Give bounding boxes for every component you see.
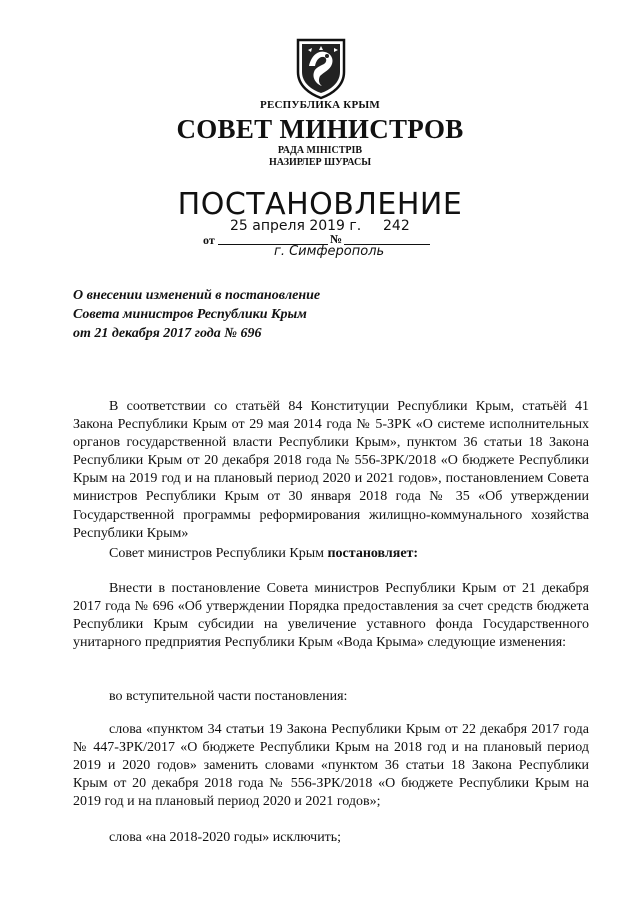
body-paragraph: [73, 721, 589, 811]
subject-line: от 21 декабря 2017 года № 696: [73, 326, 262, 341]
number-prefix: №: [330, 232, 343, 246]
paragraph-text: Внести в постановление Совета министров Республики Крым от 21 декабря 2017 года № 696 «Об утверждении Порядка предоставления за счет средств бюджета Республики Крым субсидии на увеличение уставного фонда Государственного унитарного предприятия Республики Крым «Вода Крыма» следующие изменения:: [73, 581, 589, 651]
resolution-title: ПОСТАНОВЛЕНИЕ: [177, 187, 463, 222]
paragraph-text: В соответствии со статьёй 84 Конституции Республики Крым, статьёй 41 Закона Республики Крым от 29 мая 2014 года № 5-ЗРК «О системе исполнительных органов государственной власти Республики Крым», пунктом 36 статьи 18 Закона Республики Крым от 20 декабря 2018 года № 556-ЗРК/2018 «О бюджете Республики Крым на 2019 год и на плановый период 2020 и 2021 годов», постановлением Совета министров Республики Крым от 30 января 2018 года № 35 «Об утверждении Государственной программы реформирования жилищно-коммунального хозяйства Республики Крым»: [73, 399, 589, 541]
body-paragraph: [73, 545, 589, 563]
resolution-date: 25 апреля 2019 г.: [230, 218, 362, 234]
body-paragraph: [73, 688, 589, 706]
council-title-ukrainian: РАДА МІНІСТРІВ: [277, 145, 363, 156]
resolves-word: постановляет:: [327, 546, 419, 561]
subject-line: Совета министров Республики Крым: [73, 307, 307, 322]
council-title-crimean-tatar: НАЗИРЛЕР ШУРАСЫ: [268, 157, 372, 168]
body-paragraph: [73, 580, 589, 652]
paragraph-text: во вступительной части постановления:: [109, 689, 348, 704]
council-title: СОВЕТ МИНИСТРОВ: [176, 114, 464, 144]
subject-heading: [73, 286, 373, 343]
body-paragraph: [73, 398, 589, 543]
paragraph-text: [73, 545, 589, 563]
body-paragraph: [73, 829, 589, 847]
paragraph-text: слова «на 2018-2020 годы» исключить;: [109, 830, 342, 845]
city-label: г. Симферополь: [274, 244, 385, 259]
republic-label: РЕСПУБЛИКА КРЫМ: [260, 99, 380, 111]
resolution-number: 242: [383, 218, 410, 234]
subject-line: О внесении изменений в постановление: [73, 288, 321, 303]
date-prefix: от: [203, 233, 215, 247]
paragraph-text-start: Совет министров Республики Крым: [109, 546, 328, 561]
coat-of-arms-crimea-icon: [294, 36, 348, 100]
paragraph-text: слова «пунктом 34 статьи 19 Закона Республики Крым от 22 декабря 2017 года № 447-ЗРК/2017 «О бюджете Республики Крым на 2018 год и на плановый период 2019 и 2020 годов» заменить словами «пунктом 36 статьи 18 Закона Республики Крым от 20 декабря 2018 года № 556-ЗРК/2018 «О бюджете Республики Крым на 2019 год и на плановый период 2020 и 2021 годов»;: [73, 722, 589, 810]
